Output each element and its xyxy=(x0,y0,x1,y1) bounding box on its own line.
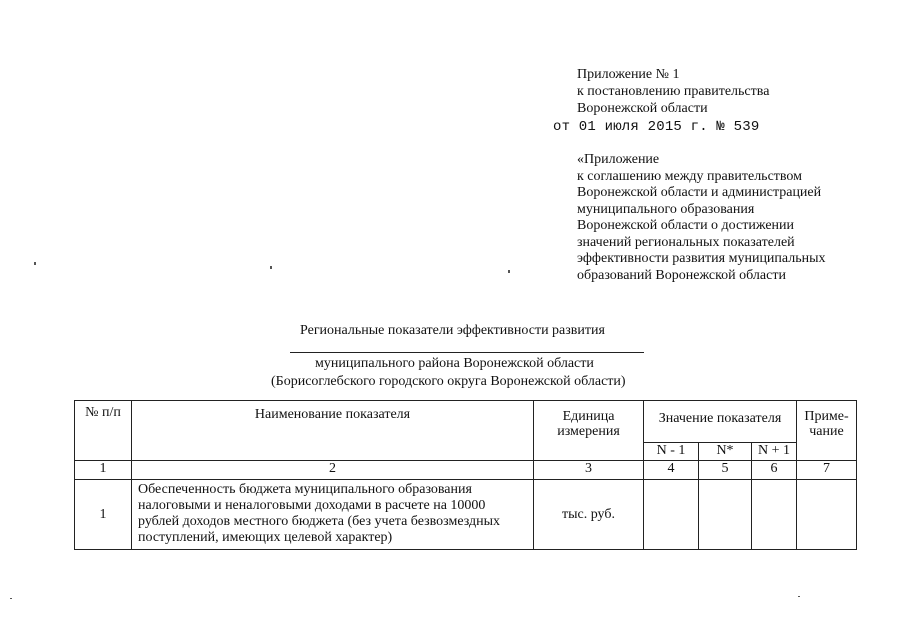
decree-date-line: от 01 июля 2015 г. № 539 xyxy=(553,119,760,135)
header-n: N* xyxy=(699,443,752,461)
agreement-appendix-header xyxy=(577,152,826,284)
column-number-row xyxy=(75,461,857,480)
document-title: Региональные показатели эффективности развития xyxy=(300,323,605,338)
agreement-line: «Приложение xyxy=(577,152,660,167)
column-number: 2 xyxy=(132,461,534,480)
agreement-line: эффективности развития муниципальных xyxy=(577,251,826,266)
row-num: 1 xyxy=(75,480,132,550)
header-indicator-name: Наименование показателя xyxy=(132,401,534,461)
header-num: № п/п xyxy=(75,401,132,461)
column-number: 1 xyxy=(75,461,132,480)
agreement-line: к соглашению между правительством xyxy=(577,168,803,184)
row-unit: тыс. руб. xyxy=(534,480,644,550)
scan-speck xyxy=(798,596,800,597)
appendix-header xyxy=(577,66,769,117)
row-value-n xyxy=(699,480,752,550)
blank-underline xyxy=(290,352,644,353)
agreement-line: Воронежской области и администрацией xyxy=(577,185,822,200)
column-number: 7 xyxy=(797,461,857,480)
table-header-row xyxy=(75,401,857,443)
header-n-plus-1: N + 1 xyxy=(752,443,797,461)
scan-speck xyxy=(34,262,36,265)
table-row xyxy=(75,480,857,550)
scan-speck xyxy=(10,598,12,599)
row-indicator-name: Обеспеченность бюджета муниципального образования налоговыми и неналоговыми доходами в расчете на 10000 рублей доходов местного бюджета (без учета безвозмездных поступлений, имеющих целевой характер) xyxy=(132,480,534,550)
row-value-n-plus-1 xyxy=(752,480,797,550)
agreement-line: муниципального образования xyxy=(577,201,755,217)
agreement-line: значений региональных показателей xyxy=(577,234,795,250)
agreement-line: Воронежской области о достижении xyxy=(577,218,795,233)
header-n-minus-1: N - 1 xyxy=(644,443,699,461)
row-note xyxy=(797,480,857,550)
header-value-group: Значение показателя xyxy=(644,401,797,443)
scan-speck xyxy=(270,266,272,269)
document-subtitle-parenthetical: (Борисоглебского городского округа Воронежской области) xyxy=(271,374,626,389)
agreement-line: образований Воронежской области xyxy=(577,267,786,283)
appendix-line: Воронежской области xyxy=(577,101,708,116)
header-note: Приме-чание xyxy=(797,401,857,461)
column-number: 5 xyxy=(699,461,752,480)
column-number: 3 xyxy=(534,461,644,480)
header-unit: Единица измерения xyxy=(534,401,644,461)
appendix-line: к постановлению правительства xyxy=(577,84,770,99)
document-subtitle: муниципального района Воронежской области xyxy=(315,356,594,371)
indicators-table xyxy=(74,400,857,550)
scan-speck xyxy=(508,270,510,273)
appendix-title: Приложение № 1 xyxy=(577,67,680,82)
column-number: 6 xyxy=(752,461,797,480)
row-value-n-minus-1 xyxy=(644,480,699,550)
column-number: 4 xyxy=(644,461,699,480)
